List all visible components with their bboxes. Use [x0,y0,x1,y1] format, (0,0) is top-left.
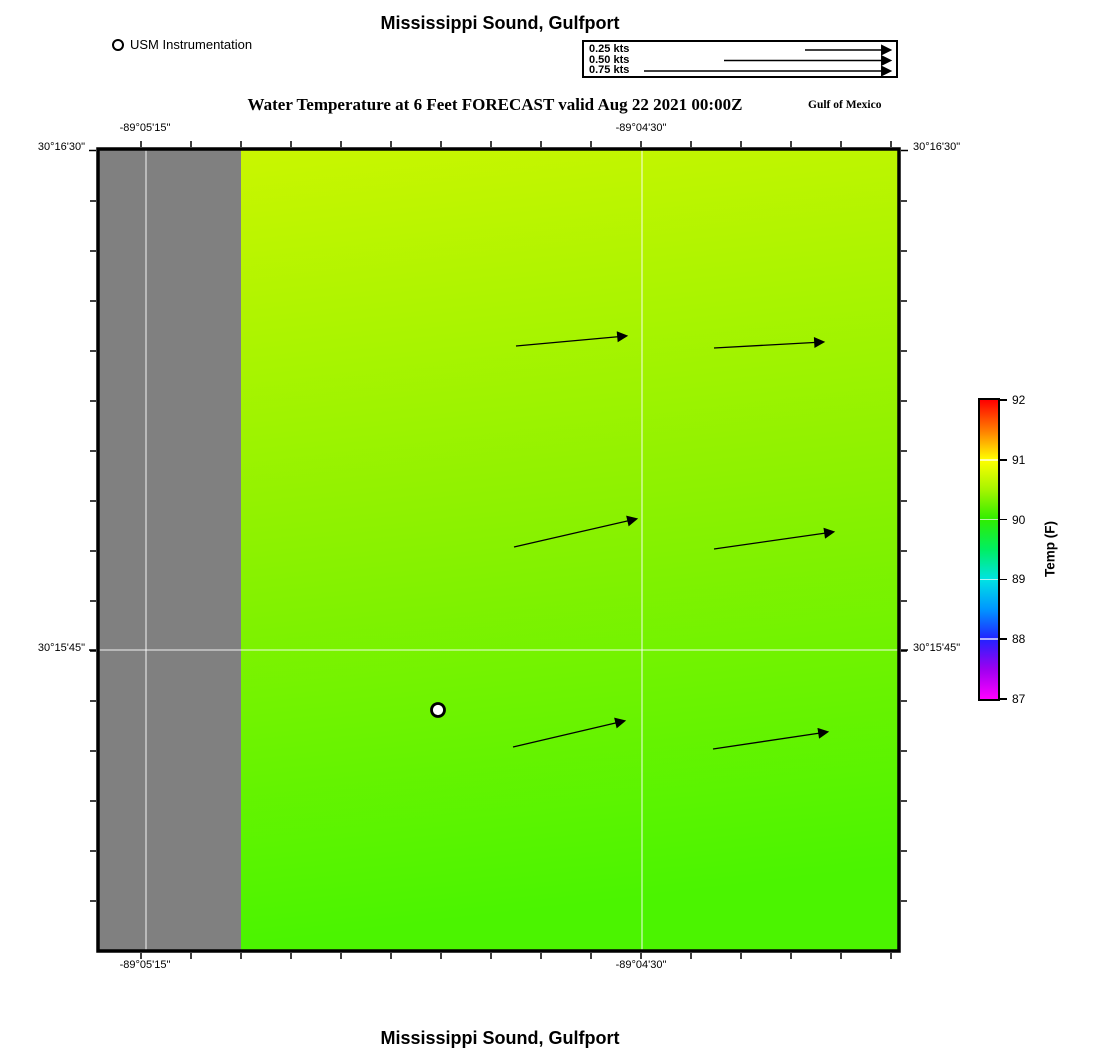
lon-label-top-east: -89°04'30" [615,122,667,134]
colorbar-tick [1000,519,1007,521]
colorbar-tick [1000,579,1007,581]
colorbar-tick-label: 90 [1012,512,1026,527]
colorbar-tick [1000,698,1007,700]
region-label: Gulf of Mexico [808,99,882,111]
instrumentation-legend [112,37,252,52]
colorbar-tick-label: 91 [1012,452,1026,467]
scale-arrows [584,42,896,76]
instrumentation-legend-label: USM Instrumentation [130,37,253,52]
colorbar-tick [1000,399,1007,401]
forecast-subtitle: Water Temperature at 6 Feet FORECAST valid Aug 22 2021 00:00Z [247,95,743,114]
scale-label-075: 0.75 kts [589,64,630,76]
lon-label-bottom-west: -89°05'15" [119,959,171,971]
instrument-circle-icon [112,39,124,51]
colorbar-inner-line [980,459,998,461]
lat-label-left-north: 30°16'30" [37,141,85,153]
colorbar-tick [1000,638,1007,640]
scale-label-050: 0.50 kts [589,54,630,66]
instrument-marker [432,704,445,717]
bottom-page-title: Mississippi Sound, Gulfport [380,1028,620,1048]
velocity-scale-box [582,40,898,78]
colorbar [978,398,1000,701]
lat-label-right-north: 30°16'30" [913,141,961,153]
colorbar-inner-line [980,519,998,521]
colorbar-tick-label: 87 [1012,692,1026,706]
scale-label-025: 0.25 kts [589,43,630,55]
colorbar-inner-line [980,579,998,581]
lat-label-right-south: 30°15'45" [913,642,961,654]
land-area [98,149,241,951]
colorbar-tick [1000,459,1007,461]
colorbar-tick-label: 92 [1012,393,1026,407]
lon-label-top-west: -89°05'15" [119,122,171,134]
colorbar-tick-label: 88 [1012,632,1026,647]
colorbar-axis-label: Temp (F) [1042,521,1058,577]
map-plot [87,138,911,964]
lon-label-bottom-east: -89°04'30" [615,959,667,971]
colorbar-tick-label: 89 [1012,572,1026,587]
page-title: Mississippi Sound, Gulfport [380,13,620,33]
colorbar-inner-line [980,638,998,640]
lat-label-left-south: 30°15'45" [37,642,85,654]
colorbar-gradient [980,400,998,699]
